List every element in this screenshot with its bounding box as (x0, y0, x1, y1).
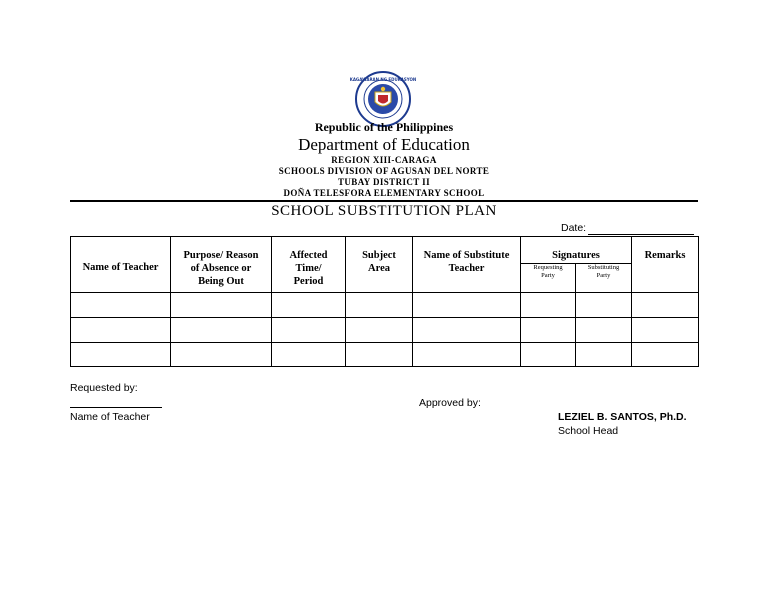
header-substituting-party: Substituting Party (587, 264, 620, 279)
requested-by-label: Requested by: (70, 382, 138, 394)
header-affected-time: Affected Time/ Period (289, 250, 328, 287)
approver-title: School Head (558, 425, 619, 437)
header-subject-area: Subject Area (362, 250, 396, 274)
district-label: TUBAY DISTRICT II (337, 177, 430, 187)
seal-text: KAGAWARAN NG EDUKASYON (349, 77, 417, 82)
department-name: Department of Education (298, 135, 470, 154)
header-purpose: Purpose/ Reason of Absence or Being Out (183, 250, 259, 287)
header-divider (70, 200, 698, 202)
substitution-table (70, 236, 699, 367)
approver-name: LEZIEL B. SANTOS, Ph.D. (558, 411, 687, 423)
form-title: SCHOOL SUBSTITUTION PLAN (271, 203, 497, 219)
header-remarks: Remarks (644, 250, 686, 261)
region-label: REGION XIII-CARAGA (331, 155, 437, 165)
header-requesting-party: Requesting Party (533, 264, 563, 279)
approved-by-label: Approved by: (419, 397, 481, 409)
requester-signature-line[interactable] (70, 407, 162, 408)
date-label: Date: (561, 222, 587, 234)
header-signatures: Signatures (552, 250, 600, 261)
row-divider (71, 317, 698, 318)
row-divider (71, 292, 698, 293)
header-substitute-teacher: Name of Substitute Teacher (423, 250, 510, 274)
date-field-line[interactable] (588, 234, 694, 235)
division-label: SCHOOLS DIVISION OF AGUSAN DEL NORTE (278, 166, 490, 176)
header-name-of-teacher: Name of Teacher (82, 262, 159, 273)
republic-label: Republic of the Philippines (314, 120, 454, 134)
row-divider (71, 342, 698, 343)
school-name: DOÑA TELESFORA ELEMENTARY SCHOOL (283, 188, 485, 198)
requester-name-caption: Name of Teacher (70, 411, 150, 423)
